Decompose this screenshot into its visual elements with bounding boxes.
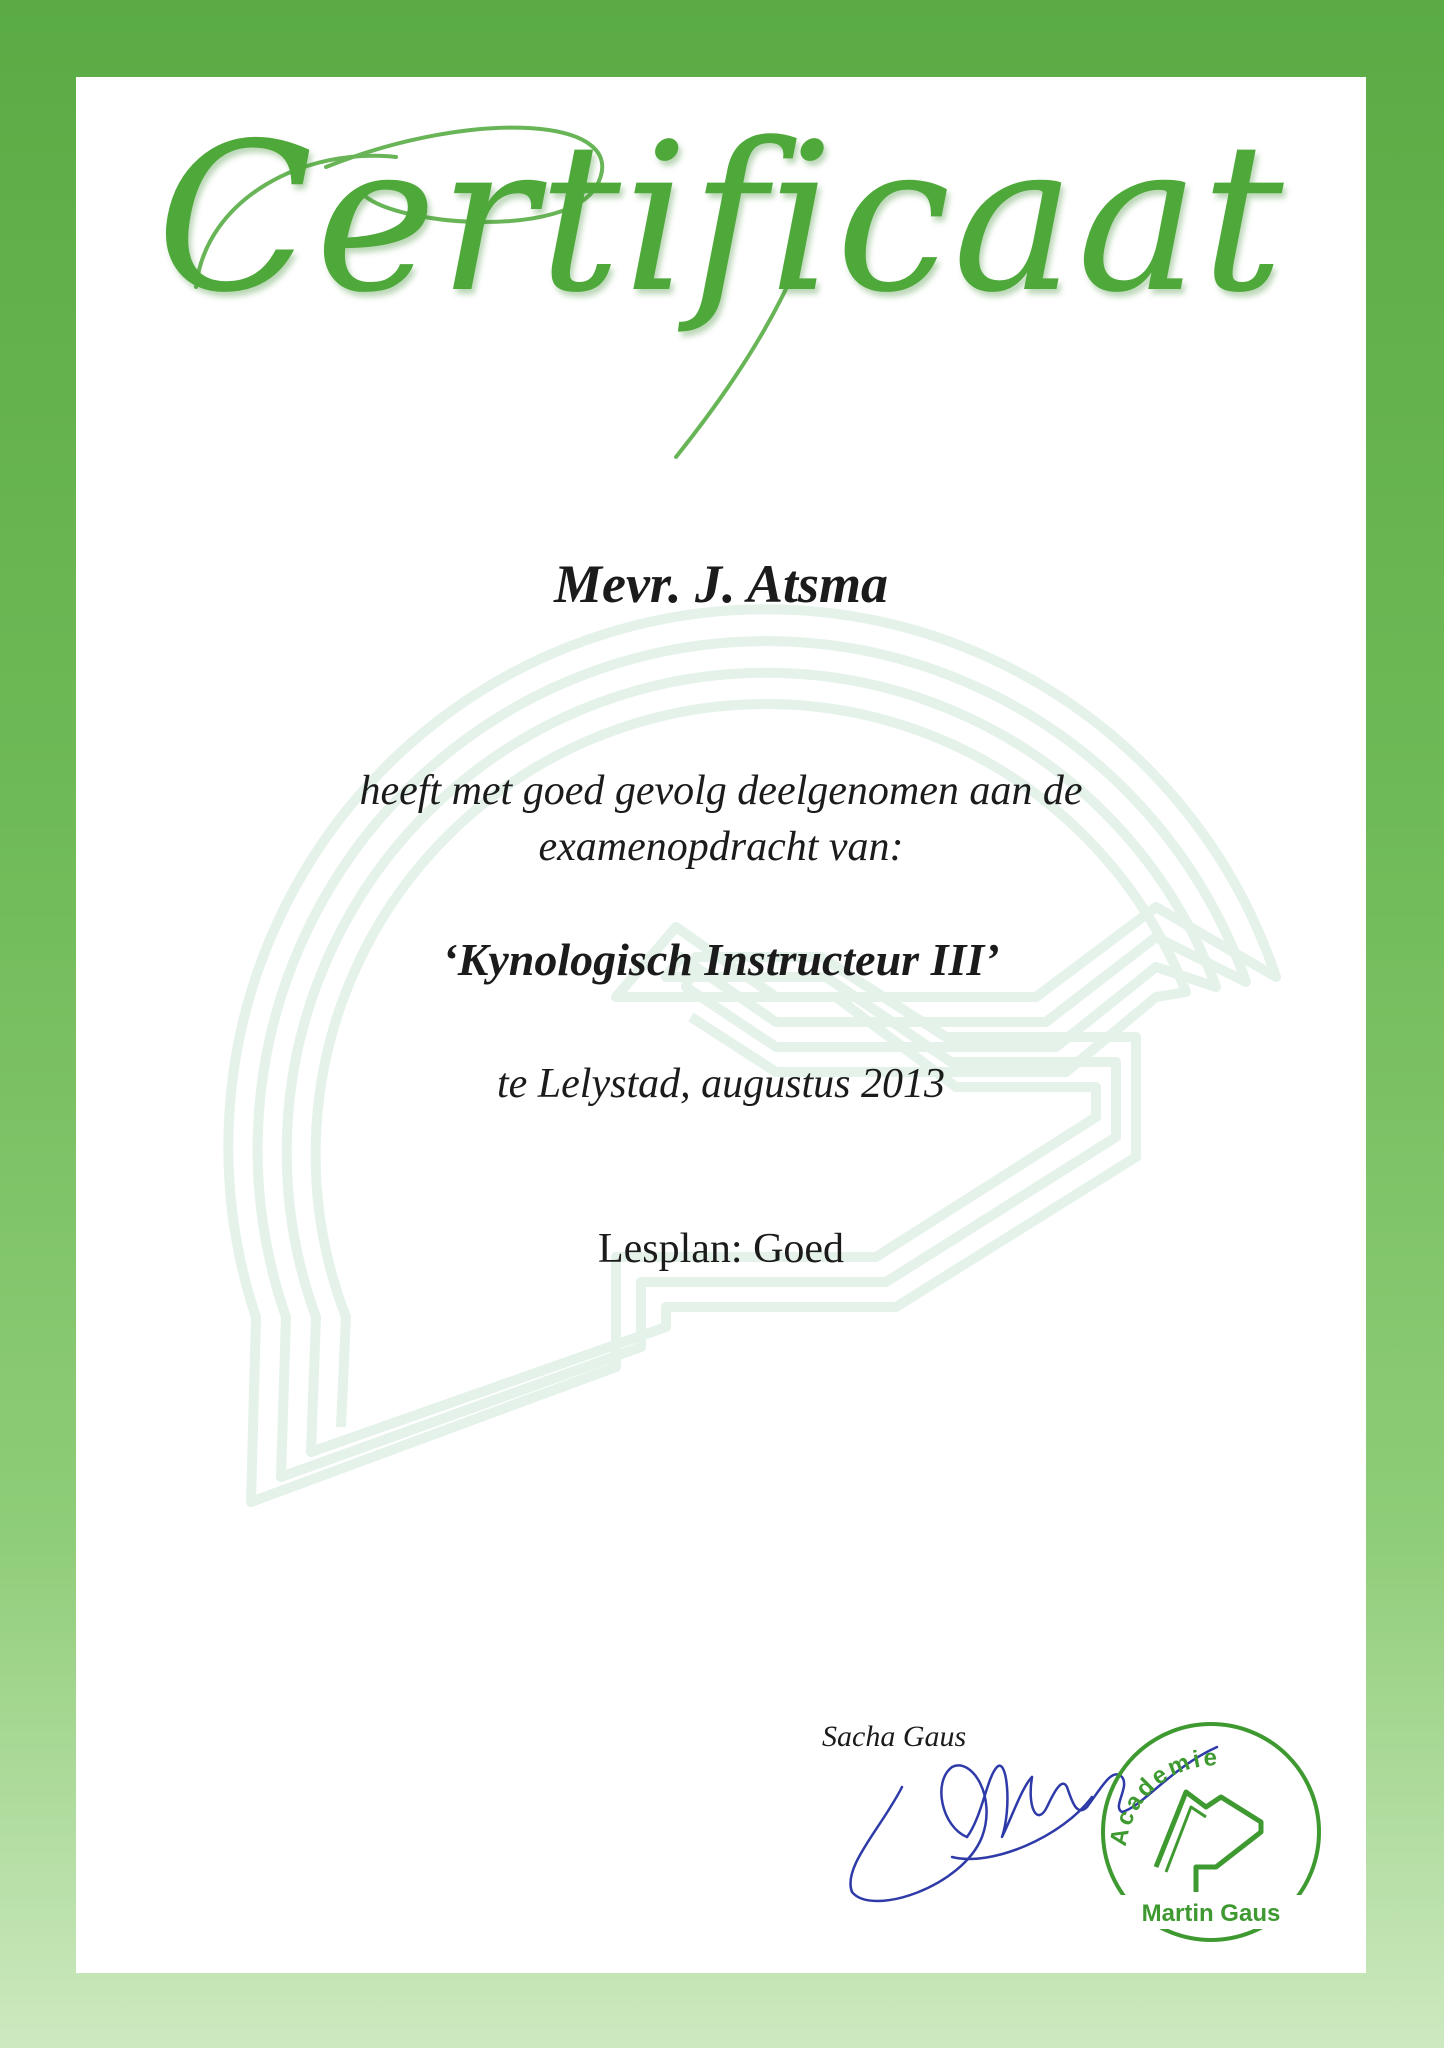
course-name: ‘Kynologisch Instructeur III’: [442, 934, 1000, 985]
academy-seal-icon: [1096, 1717, 1326, 1947]
svg-text:Academie: [1105, 1744, 1221, 1848]
signatory-name: Sacha Gaus: [822, 1720, 967, 1753]
seal-top-text: Academie: [1104, 1744, 1221, 1849]
recipient-name: Mevr. J. Atsma: [553, 554, 889, 614]
result-text: Lesplan: Goed: [597, 1226, 845, 1272]
place-and-date: te Lelystad, augustus 2013: [497, 1061, 945, 1107]
statement-line-2: examenopdracht van:: [538, 824, 904, 870]
certificate-title: Certificaat: [156, 100, 1286, 338]
seal-bottom-text: Martin Gaus: [1141, 1900, 1281, 1927]
statement-line-1: heeft met goed gevolg deelgenomen aan de: [359, 768, 1083, 814]
certificate-sheet: [76, 77, 1366, 1973]
